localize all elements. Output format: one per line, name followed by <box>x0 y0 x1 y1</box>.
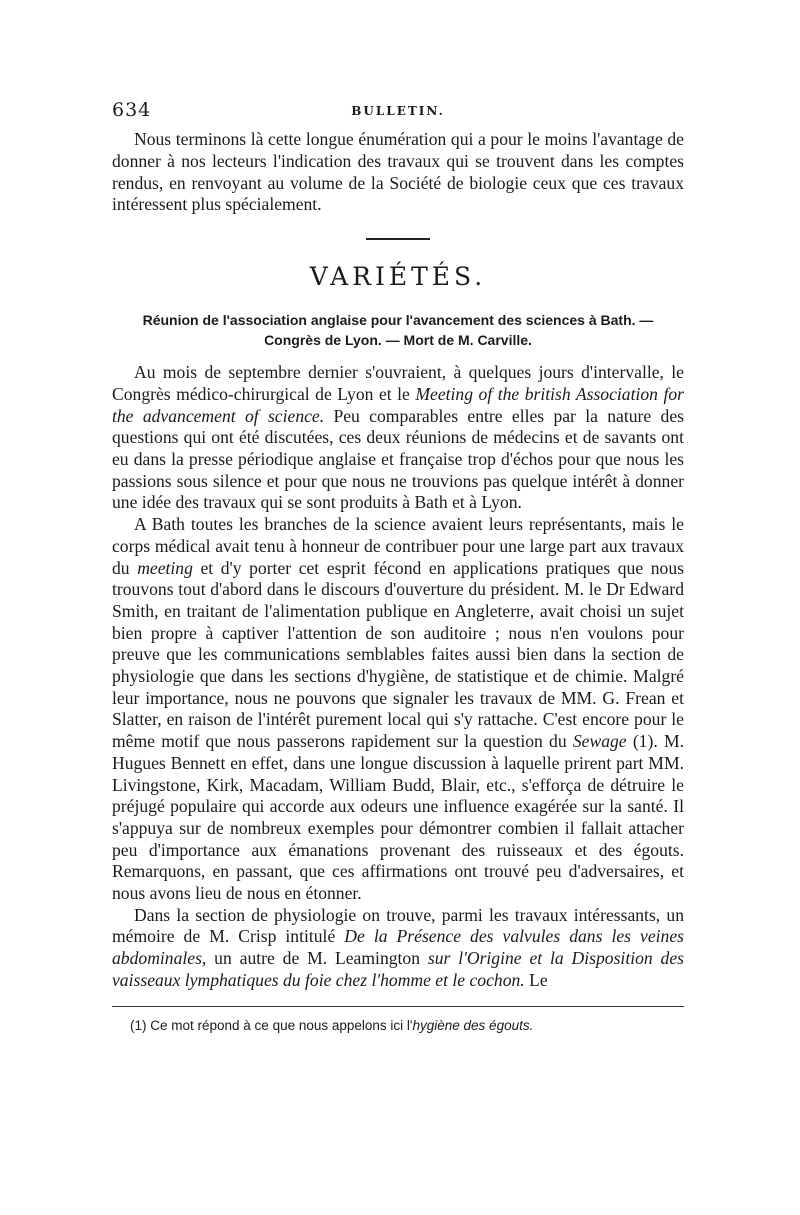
paragraph-3-italic-b: sur l'Origine et la Disposition des vaisseaux lymphatiques du foie chez l'homme et le cochon. <box>112 948 684 990</box>
paragraph-3-text-c: Le <box>524 969 548 990</box>
section-divider <box>366 238 430 240</box>
paragraph-3-text-b: un autre de M. Leamington <box>206 948 428 969</box>
paragraph-3-italic-a: De la Présence des valvules dans les veines abdominales, <box>112 926 684 969</box>
paragraph-2-italic-b: Sewage <box>572 731 627 752</box>
footnote-italic: hygiène des égouts. <box>412 1017 534 1033</box>
paragraph-1-text-b: Peu comparables entre elles par la nature des questions qui ont été discutées, ces deux réunions de médecins et de savants ont eu dans la presse périodique anglaise et française trop d'échos pour que nous les passions sous silence et pour que nous ne trouvions pas quelque intérêt à donner une idée des travaux qui se sont produits à Bath et à Lyon. <box>112 405 684 513</box>
paragraph-3-text-a: Dans la section de physiologie on trouve, parmi les travaux intéressants, un mémoire de M. Crisp intitulé <box>112 904 684 947</box>
intro-paragraph: Nous terminons là cette longue énumération qui a pour le moins l'avantage de donner à nos lecteurs l'indication des travaux qui se trouvent dans les comptes rendus, en renvoyant au volume de la Société de biologie ceux que ces travaux intéressent plus spécialement. <box>112 129 684 215</box>
page-number: 634 <box>112 99 152 121</box>
running-head: BULLETIN. <box>351 104 445 118</box>
section-subheading <box>112 310 684 350</box>
paragraph-2-italic-a: meeting <box>137 557 193 578</box>
footnote-text: (1) Ce mot répond à ce que nous appelons ici l' <box>130 1017 413 1033</box>
footnote-divider <box>112 1006 684 1007</box>
paragraph-3 <box>112 905 684 992</box>
subheading-line-2: Congrès de Lyon. — Mort de M. Carville. <box>264 332 532 349</box>
section-title: VARIÉTÉS. <box>309 262 487 292</box>
paragraph-2-text-b: et d'y porter cet esprit fécond en applications pratiques que nous trouvons tout d'abord dans le discours d'ouverture du président. M. le Dr Edward Smith, en traitant de l'alimentation publique en Angleterre, avait choisi un sujet bien propre à captiver l'attention de son auditoire ; nous n'en voulons pour preuve que les communications semblables faites aussi bien dans la section de physiologie que dans les sections d'hygiène, de statistique et de chimie. Malgré leur importance, nous ne pouvons que signaler les travaux de MM. G. Frean et Slatter, en raison de l'intérêt purement local qui s'y rattache. C'est encore pour le même motif que nous passerons rapidement sur la question du <box>112 557 684 752</box>
paragraph-1-italic: Meeting of the british Association for the advancement of science. <box>112 383 684 426</box>
document-page <box>112 95 684 1035</box>
article-body <box>112 362 684 991</box>
paragraph-1 <box>112 362 684 514</box>
paragraph-1-text-a: Au mois de septembre dernier s'ouvraient, à quelques jours d'intervalle, le Congrès médico-chirurgical de Lyon et le <box>112 362 684 404</box>
footnote <box>112 1017 684 1035</box>
subheading-line-1: Réunion de l'association anglaise pour l'avancement des sciences à Bath. — <box>142 312 654 329</box>
paragraph-2 <box>112 514 684 905</box>
paragraph-2-text-a: A Bath toutes les branches de la science avaient leurs représentants, mais le corps médical avait tenu à honneur de contribuer pour une large part aux travaux du <box>112 514 684 578</box>
paragraph-2-text-c: (1). M. Hugues Bennett en effet, dans une longue discussion à laquelle prirent part MM. Livingstone, Kirk, Macadam, William Budd, Blair, etc., s'efforça de détruire le préjugé populaire qui accorde aux odeurs une influence exagérée sur la santé. Il s'appuya sur de nombreux exemples pour démontrer combien il fallait attacher peu d'importance aux émanations provenant des ruisseaux et des égouts. Remarquons, en passant, que ces affirmations ont trouvé peu d'adversaires, et nous avons lieu de nous en étonner. <box>112 731 684 904</box>
page-header <box>112 95 684 129</box>
